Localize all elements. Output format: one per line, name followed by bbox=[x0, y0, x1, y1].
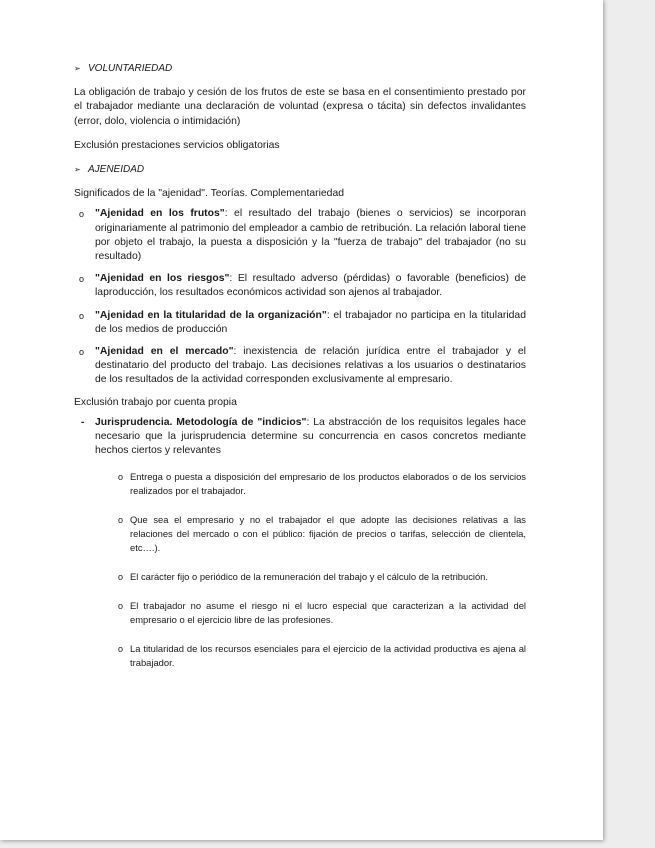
voluntariedad-exclusion: Exclusión prestaciones servicios obligatorias bbox=[74, 139, 280, 151]
item-title: "Ajenidad en la titularidad de la organización" bbox=[95, 309, 327, 321]
circle-bullet-icon: o bbox=[118, 644, 124, 655]
arrow-bullet-icon: ➢ bbox=[74, 165, 81, 175]
circle-bullet-icon: o bbox=[118, 572, 124, 583]
ajenidad-list bbox=[74, 207, 526, 387]
dash-bullet-icon: - bbox=[81, 416, 85, 428]
item-text: : el resultado del trabajo (bienes o servicios) se incorporan originariamente al patrimonio del empleador a cambio de retribución. La relación laboral tiene por objeto el trabajo, la puesta a disposición y la "fuerza de trabajo" del trabajador (no su resultado) bbox=[95, 208, 526, 263]
section-heading-voluntariedad bbox=[74, 62, 526, 76]
indicio-text: Entrega o puesta a disposición del empresario de los productos elaborados o de los servicios realizados por el trabajador. bbox=[130, 471, 526, 497]
list-item bbox=[118, 599, 526, 627]
list-item bbox=[118, 470, 526, 498]
item-text: : inexistencia de relación jurídica entre el trabajador y el destinatario del producto del trabajo. Las decisiones relativas a los usuarios o destinatarios de los resultados de la actividad corresponden exclusivamente al empresario. bbox=[95, 346, 526, 386]
list-item bbox=[74, 309, 526, 337]
ajeneidad-intro: Significados de la "ajenidad". Teorías. Complementariedad bbox=[74, 188, 344, 200]
voluntariedad-paragraph: La obligación de trabajo y cesión de los frutos de este se basa en el consentimiento prestado por el trabajador mediante una declaración de voluntad (expresa o tácita) sin defectos invalidantes (error, dolo, violencia o intimidación) bbox=[74, 87, 526, 127]
item-text: : el trabajador no participa en la titularidad de los medios de producción bbox=[95, 309, 526, 335]
item-title: "Ajenidad en los riesgos" bbox=[95, 273, 230, 285]
heading-text: AJENEIDAD bbox=[88, 164, 145, 176]
indicios-list bbox=[74, 470, 526, 670]
indicio-text: La titularidad de los recursos esenciales para el ejercicio de la actividad productiva es ajena al trabajador. bbox=[130, 643, 526, 669]
list-item bbox=[74, 272, 526, 300]
indicio-text: Que sea el empresario y no el trabajador el que adopte las decisiones relativas a las relaciones del mercado o con el público: fijación de precios o tarifas, selección de clientela, etc….). bbox=[130, 514, 526, 554]
ajeneidad-exclusion: Exclusión trabajo por cuenta propia bbox=[74, 396, 237, 408]
jurisprudencia-item bbox=[74, 416, 526, 459]
list-item bbox=[74, 345, 526, 388]
circle-bullet-icon: o bbox=[118, 515, 124, 526]
indicio-text: El carácter fijo o periódico de la remuneración del trabajo y el cálculo de la retribución. bbox=[130, 571, 489, 583]
circle-bullet-icon: o bbox=[79, 209, 85, 220]
list-item bbox=[118, 513, 526, 555]
list-item bbox=[74, 207, 526, 264]
circle-bullet-icon: o bbox=[118, 601, 124, 612]
heading-text: VOLUNTARIEDAD bbox=[88, 63, 173, 74]
page-content bbox=[74, 62, 526, 685]
item-title: "Ajenidad en los frutos" bbox=[95, 208, 225, 220]
jurisprudencia-text: : La abstracción de los requisitos legales hace necesario que la jurisprudencia determine su concurrencia en casos concretos mediante hechos ciertos y relevantes bbox=[95, 416, 526, 457]
item-text: : El resultado adverso (pérdidas) o favorable (beneficios) de laproducción, los resultados económicos actividad son ajenos al trabajador. bbox=[95, 273, 526, 299]
section-heading-ajeneidad bbox=[74, 163, 526, 177]
circle-bullet-icon: o bbox=[79, 310, 85, 321]
jurisprudencia-title: Jurisprudencia. Metodología de "indicios" bbox=[95, 416, 307, 428]
indicio-text: El trabajador no asume el riesgo ni el lucro especial que caracterizan a la actividad del empresario o el ejercicio libre de las profesiones. bbox=[130, 600, 526, 626]
circle-bullet-icon: o bbox=[79, 347, 85, 358]
list-item bbox=[118, 570, 526, 584]
arrow-bullet-icon: ➢ bbox=[74, 64, 81, 73]
list-item bbox=[118, 642, 526, 670]
circle-bullet-icon: o bbox=[79, 274, 85, 285]
circle-bullet-icon: o bbox=[118, 472, 124, 483]
item-title: "Ajenidad en el mercado" bbox=[95, 346, 234, 358]
